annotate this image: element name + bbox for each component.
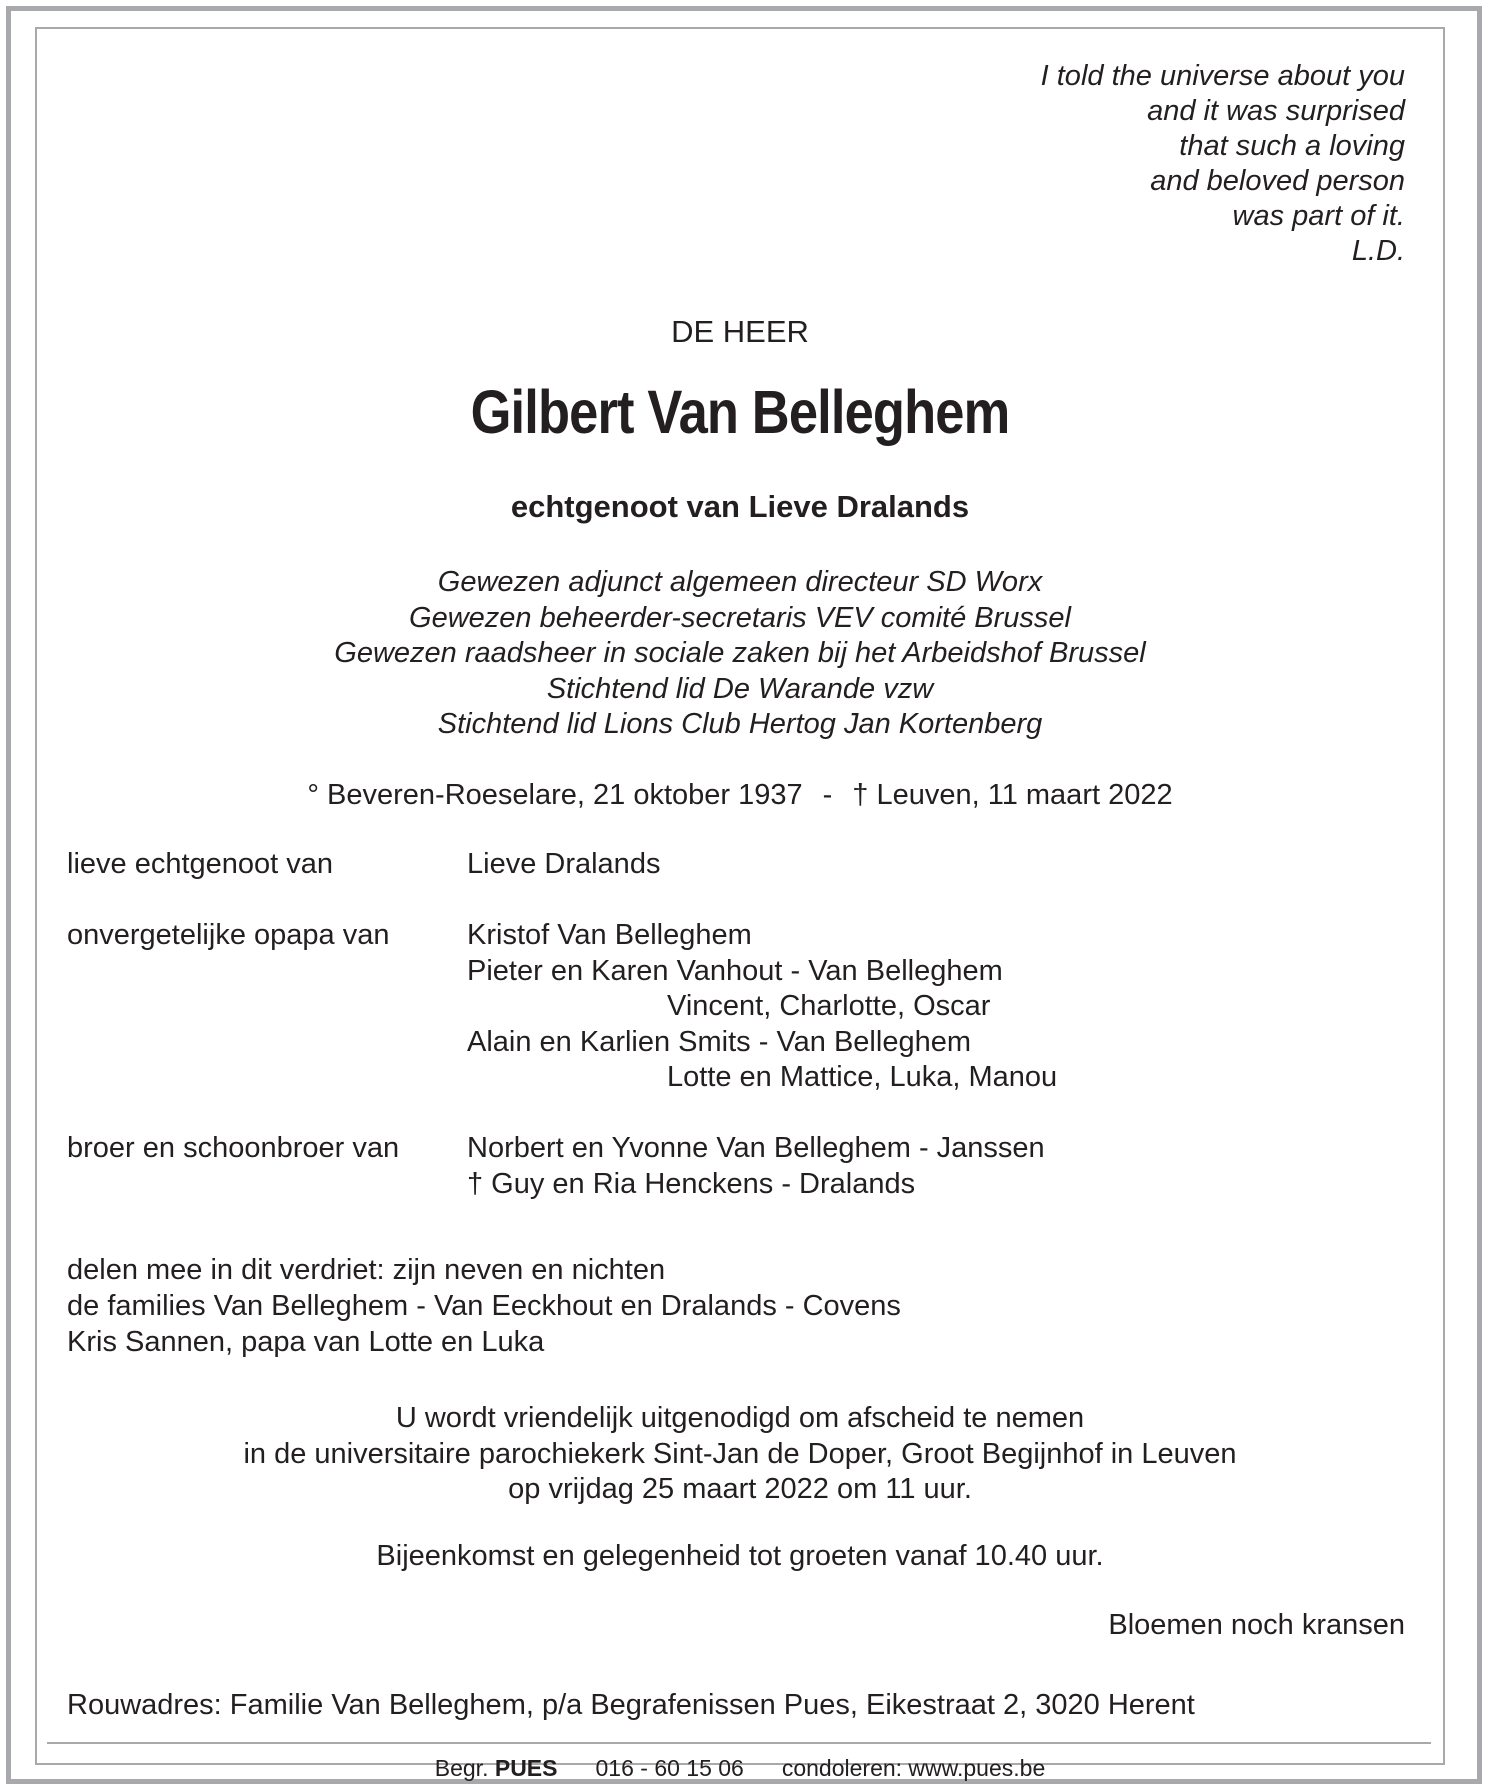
life-dates xyxy=(37,779,1443,812)
mourning-address: Rouwadres: Familie Van Belleghem, p/a Begrafenissen Pues, Eikestraat 2, 3020 Herent xyxy=(67,1689,1195,1721)
quote-line: that such a loving xyxy=(1179,130,1405,162)
share-line: Kris Sannen, papa van Lotte en Luka xyxy=(67,1326,545,1358)
grandchildren-names: Lotte en Mattice, Luka, Manou xyxy=(667,1061,1058,1093)
deceased-name: Gilbert Van Belleghem xyxy=(470,378,1010,446)
invitation-line: op vrijdag 25 maart 2022 om 11 uur. xyxy=(508,1473,972,1505)
quote-line: and it was surprised xyxy=(1147,95,1405,127)
flowers-note: Bloemen noch kransen xyxy=(1108,1609,1405,1641)
obituary-card xyxy=(6,6,1482,1784)
invitation xyxy=(37,1401,1443,1508)
share-line: delen mee in dit verdriet: zijn neven en nichten xyxy=(67,1254,666,1286)
death-date: † Leuven, 11 maart 2022 xyxy=(852,779,1173,811)
function-item: Gewezen adjunct algemeen directeur SD Worx xyxy=(437,566,1043,598)
inner-frame xyxy=(35,27,1445,1781)
family-relation-label: onvergetelijke opapa van xyxy=(67,919,390,951)
family-name: Alain en Karlien Smits - Van Belleghem xyxy=(467,1025,971,1058)
quote-line: and beloved person xyxy=(1150,165,1405,197)
grandchildren-names: Vincent, Charlotte, Oscar xyxy=(667,990,991,1022)
family-name: Lieve Dralands xyxy=(467,848,661,880)
family-relation-label: lieve echtgenoot van xyxy=(67,848,334,880)
function-item: Gewezen raadsheer in sociale zaken bij het Arbeidshof Brussel xyxy=(334,637,1146,669)
date-separator: - xyxy=(822,779,833,811)
family-names xyxy=(467,1131,1045,1202)
spouse-line: echtgenoot van Lieve Dralands xyxy=(510,489,970,524)
family-row xyxy=(67,918,1427,1096)
family-row xyxy=(67,847,1427,883)
footer xyxy=(37,1755,1443,1782)
birth-date: ° Beveren-Roeselare, 21 oktober 1937 xyxy=(307,779,803,811)
invitation-line: in de universitaire parochiekerk Sint-Jan de Doper, Groot Begijnhof in Leuven xyxy=(243,1437,1237,1470)
gathering-info: Bijeenkomst en gelegenheid tot groeten vanaf 10.40 uur. xyxy=(376,1540,1104,1572)
sharing-grief xyxy=(67,1252,901,1360)
family-relation-label: broer en schoonbroer van xyxy=(67,1132,400,1164)
footer-prefix: Begr. xyxy=(434,1755,489,1781)
family-name: Pieter en Karen Vanhout - Van Belleghem xyxy=(467,954,1003,987)
honorific-title: DE HEER xyxy=(671,314,809,349)
functions-list xyxy=(37,565,1443,743)
family-name: Norbert en Yvonne Van Belleghem - Janssen xyxy=(467,1132,1045,1164)
quote-line: I told the universe about you xyxy=(1040,60,1405,92)
function-item: Stichtend lid Lions Club Hertog Jan Kortenberg xyxy=(437,708,1043,740)
family-names xyxy=(467,847,660,883)
quote-author: L.D. xyxy=(1351,235,1405,267)
function-item: Stichtend lid De Warande vzw xyxy=(546,672,934,705)
footer-divider xyxy=(47,1742,1431,1744)
footer-condolence-link[interactable]: condoleren: www.pues.be xyxy=(781,1755,1046,1781)
quote-line: was part of it. xyxy=(1232,200,1405,232)
invitation-line: U wordt vriendelijk uitgenodigd om afscheid te nemen xyxy=(395,1402,1085,1434)
family-name: Kristof Van Belleghem xyxy=(467,919,752,951)
family-names xyxy=(467,918,1057,1096)
family-name: † Guy en Ria Henckens - Dralands xyxy=(467,1167,916,1200)
family-row xyxy=(67,1131,1427,1202)
family-list xyxy=(67,847,1427,1238)
share-line: de families Van Belleghem - Van Eeckhout en Dralands - Covens xyxy=(67,1290,901,1322)
quote xyxy=(705,59,1405,269)
footer-phone: 016 - 60 15 06 xyxy=(595,1755,744,1781)
function-item: Gewezen beheerder-secretaris VEV comité Brussel xyxy=(409,601,1071,634)
funeral-home-brand: PUES xyxy=(494,1755,558,1781)
